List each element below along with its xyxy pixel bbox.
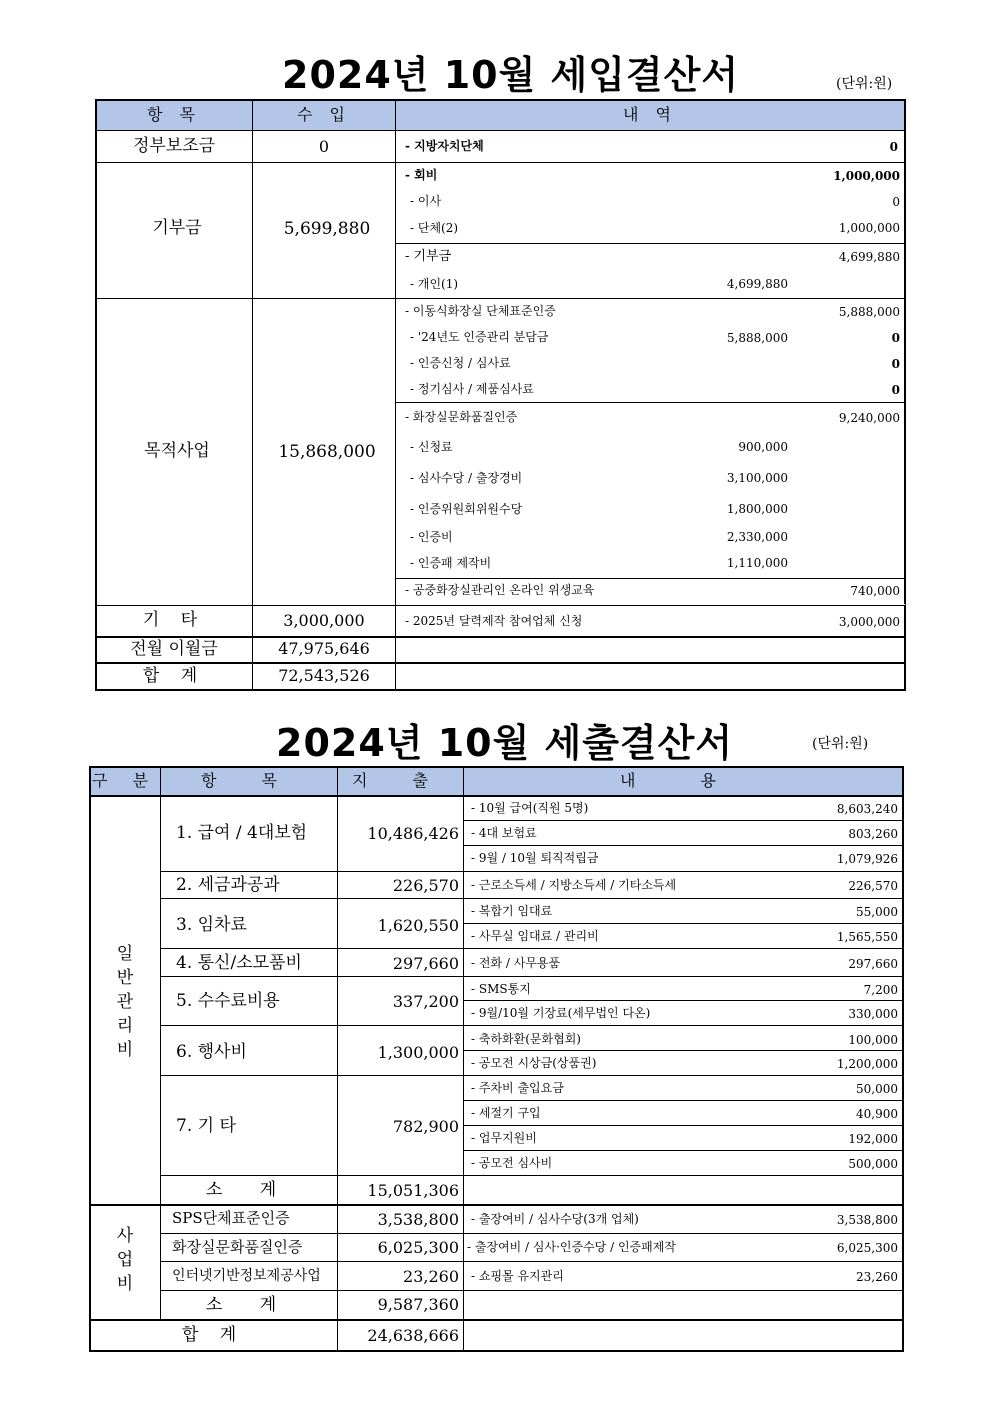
expense-business-amount: 6,025,300 [377,1238,459,1257]
expense-total-label: 합 계 [181,1325,245,1345]
income-donation-line-label: - 개인(1) [410,277,459,291]
expense-general-line-value: 330,000 [848,1007,898,1021]
expense-general-line-value: 1,200,000 [836,1057,898,1071]
income-purpose-line-label: - 화장실문화품질인증 [405,410,518,424]
income-purpose-line-value: 9,240,000 [838,411,900,425]
expense-general-amount: 337,200 [392,992,459,1011]
expense-business-line-label: - 출장여비 / 심사·인증수당 / 인증패제작 [467,1240,676,1254]
expense-general-amount: 782,900 [392,1117,459,1136]
income-purpose-line-label: - 심사수당 / 출장경비 [410,471,523,485]
expense-general-item: 3. 임차료 [176,915,247,935]
income-total-amount: 72,543,526 [278,666,370,685]
expense-general-line-label: - 업무지원비 [471,1131,537,1145]
income-purpose-line-mid: 1,110,000 [726,556,788,570]
income-header-detail: 내 역 [623,105,677,124]
income-purpose-line-value: 0 [891,331,900,345]
expense-general-line-value: 803,260 [848,827,898,841]
expense-general-line-value: 297,660 [848,957,898,971]
expense-general-line-label: - 공모전 심사비 [471,1156,553,1170]
expense-general-item: 5. 수수료비용 [176,991,280,1011]
expense-general-amount: 297,660 [392,954,459,973]
income-purpose-line-label: - 공중화장실관리인 온라인 위생교육 [405,583,595,597]
expense-general-line-value: 40,900 [856,1107,898,1121]
expense-header-category: 구 분 [92,771,158,790]
expense-business-line-value: 6,025,300 [836,1241,898,1255]
income-donation-line-mid: 4,699,880 [726,277,788,291]
income-etc-amount: 3,000,000 [283,611,365,630]
expense-general-amount: 226,570 [392,876,459,895]
expense-business-subtotal: 9,587,360 [377,1295,459,1314]
expense-general-line-label: - 9월 / 10월 퇴직적립금 [471,851,599,865]
income-purpose-line-label: - 정기심사 / 제품심사료 [410,382,534,396]
income-donation-line-label: - 회비 [405,168,438,182]
expense-general-subtotal: 15,051,306 [367,1181,459,1200]
income-purpose-line-label: - 이동식화장실 단체표준인증 [405,304,556,318]
expense-general-line-label: - 세절기 구입 [471,1106,541,1120]
expense-general-line-label: - 10월 급여(직원 5명) [471,801,589,815]
expense-unit: (단위:원) [812,736,869,752]
expense-business-line-value: 3,538,800 [836,1213,898,1227]
income-purpose-line-mid: 900,000 [738,440,788,454]
income-donation-line-label: - 단체(2) [410,221,459,235]
expense-general-line-label: - 4대 보험료 [471,826,537,840]
expense-business-line-value: 23,260 [856,1270,898,1284]
expense-general-line-value: 8,603,240 [836,802,898,816]
expense-general-line-label: - 복합기 임대료 [471,904,553,918]
expense-general-item: 4. 통신/소모품비 [176,953,302,973]
expense-business-category: 사업비 [116,1226,134,1294]
income-donation-line-label: - 이사 [410,194,442,208]
expense-general-line-value: 50,000 [856,1082,898,1096]
expense-title: 2024년 10월 세출결산서 [276,721,734,765]
income-purpose-line-label: - 인증위원회위원수당 [410,502,523,516]
income-gov-amount: 0 [318,137,330,156]
expense-general-line-label: - SMS통지 [471,982,531,996]
income-donation-line-value: 4,699,880 [838,250,900,264]
income-donation-amount: 5,699,880 [283,219,371,239]
expense-general-line-value: 55,000 [856,905,898,919]
income-donation-line-value: 0 [892,195,900,209]
expense-general-line-label: - 9월/10월 기장료(세무법인 다온) [471,1006,651,1020]
expense-business-line-label: - 출장여비 / 심사수당(3개 업체) [471,1212,639,1226]
expense-general-line-label: - 전화 / 사무용품 [471,956,561,970]
expense-business-item: 화장실문화품질인증 [172,1238,303,1256]
expense-business-line-label: - 쇼핑몰 유지관리 [471,1269,564,1283]
expense-business-subtotal-label: 소 계 [205,1295,293,1315]
income-header-bg [95,100,905,130]
expense-general-line-value: 500,000 [848,1157,898,1171]
expense-general-amount: 10,486,426 [367,824,459,843]
income-purpose-line-label: - '24년도 인증관리 분담금 [410,330,549,344]
expense-business-item: 인터넷기반정보제공사업 [172,1268,321,1284]
income-etc-label: 기 타 [142,610,206,630]
expense-business-amount: 3,538,800 [377,1210,459,1229]
income-etc-line-value: 3,000,000 [838,615,900,629]
expense-general-line-label: - 주차비 출입요금 [471,1081,564,1095]
income-purpose-amount: 15,868,000 [278,442,376,462]
income-etc-line-label: - 2025년 달력제작 참여업체 신청 [405,614,583,628]
income-carry-label: 전월 이월금 [130,639,218,659]
expense-business-item: SPS단체표준인증 [172,1209,290,1227]
expense-general-line-label: - 축하화환(문화협회) [471,1032,581,1046]
income-carry-amount: 47,975,646 [278,639,370,658]
expense-general-line-label: - 사무실 임대료 / 관리비 [471,929,599,943]
income-donation-label: 기부금 [152,218,202,238]
income-header-amount: 수 입 [297,105,351,124]
income-purpose-line-mid: 3,100,000 [726,471,788,485]
expense-general-item: 2. 세금과공과 [176,875,280,895]
expense-general-item: 7. 기 타 [176,1116,236,1136]
income-purpose-line-label: - 신청료 [410,440,453,454]
income-purpose-line-value: 5,888,000 [838,305,900,319]
expense-general-amount: 1,620,550 [377,916,459,935]
expense-general-line-label: - 공모전 시상금(상품권) [471,1056,597,1070]
expense-general-line-value: 100,000 [848,1033,898,1047]
expense-general-line-value: 1,079,926 [836,852,898,866]
income-purpose-line-label: - 인증신청 / 심사료 [410,356,511,370]
income-purpose-line-value: 0 [891,383,900,397]
expense-total-amount: 24,638,666 [367,1326,459,1345]
expense-general-line-value: 1,565,550 [836,930,898,944]
expense-general-subtotal-label: 소 계 [205,1180,293,1200]
expense-header-detail: 내 용 [620,771,746,790]
income-gov-line-label: - 지방자치단체 [405,139,484,153]
expense-general-line-value: 7,200 [863,983,898,997]
expense-general-line-value: 192,000 [848,1132,898,1146]
income-donation-line-value: 1,000,000 [838,221,900,235]
income-purpose-line-label: - 인증패 제작비 [410,556,492,570]
income-purpose-line-label: - 인증비 [410,530,453,544]
income-purpose-line-mid: 1,800,000 [726,502,788,516]
income-purpose-label: 목적사업 [144,441,210,461]
income-purpose-line-value: 740,000 [850,584,900,598]
expense-business-amount: 23,260 [403,1267,459,1286]
income-donation-line-label: - 기부금 [405,249,452,264]
expense-general-item: 1. 급여 / 4대보험 [176,823,308,843]
expense-general-category: 일반관리비 [116,944,134,1060]
expense-general-line-value: 226,570 [848,879,898,893]
income-title: 2024년 10월 세입결산서 [282,53,740,97]
expense-general-amount: 1,300,000 [377,1043,459,1062]
income-purpose-line-mid: 2,330,000 [726,530,788,544]
income-unit: (단위:원) [836,76,893,92]
income-gov-line-value: 0 [889,140,898,154]
expense-header-amount: 지 출 [352,771,448,790]
expense-general-item: 6. 행사비 [176,1042,247,1062]
income-donation-line-value: 1,000,000 [833,169,900,183]
income-total-label: 합 계 [142,666,206,686]
income-gov-label: 정부보조금 [132,136,216,156]
income-header-item: 항 목 [147,105,201,124]
income-purpose-line-value: 0 [891,357,900,371]
income-purpose-line-mid: 5,888,000 [726,331,788,345]
expense-header-item: 항 목 [201,771,297,790]
expense-general-line-label: - 근로소득세 / 지방소득세 / 기타소득세 [471,878,677,892]
